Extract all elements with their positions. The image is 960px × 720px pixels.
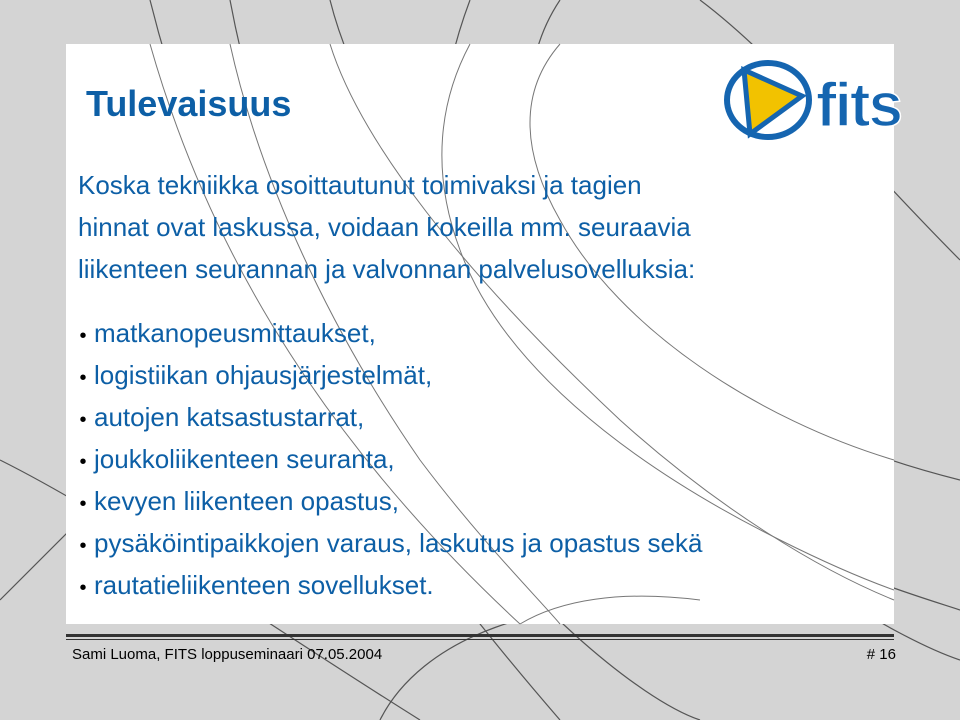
- bullet-icon: •: [79, 325, 87, 347]
- intro-line: hinnat ovat laskussa, voidaan kokeilla mm. seuraavia: [78, 212, 691, 242]
- bullet-item: [72, 440, 932, 482]
- footer-divider-thin: [66, 639, 894, 640]
- bullet-list: [72, 314, 932, 608]
- intro-line: liikenteen seurannan ja valvonnan palvelusovelluksia:: [78, 254, 696, 284]
- bullet-icon: •: [79, 535, 87, 557]
- bullet-text: logistiikan ohjausjärjestelmät,: [94, 360, 433, 390]
- bullet-item: [72, 524, 932, 566]
- bullet-icon: •: [79, 409, 87, 431]
- slide-title: Tulevaisuus: [86, 83, 292, 124]
- footer-divider: [66, 634, 894, 637]
- bullet-text: joukkoliikenteen seuranta,: [94, 444, 395, 474]
- bullet-item: [72, 482, 932, 524]
- bullet-icon: •: [79, 577, 87, 599]
- bullet-text: pysäköintipaikkojen varaus, laskutus ja opastus sekä: [94, 528, 703, 558]
- logo-text: fits: [816, 71, 901, 140]
- bullet-icon: •: [79, 493, 87, 515]
- bullet-icon: •: [79, 451, 87, 473]
- footer-author-event: Sami Luoma, FITS loppuseminaari 07.05.2004: [72, 646, 383, 663]
- intro-paragraph: [78, 164, 878, 290]
- bullet-text: autojen katsastustarrat,: [94, 402, 365, 432]
- bullet-item: [72, 398, 932, 440]
- bullet-icon: •: [79, 367, 87, 389]
- play-arrow-circle-icon: [724, 60, 812, 140]
- bullet-text: kevyen liikenteen opastus,: [94, 486, 399, 516]
- slide-number: # 16: [866, 646, 896, 663]
- bullet-text: matkanopeusmittaukset,: [94, 318, 376, 348]
- intro-line: Koska tekniikka osoittautunut toimivaksi ja tagien: [78, 170, 642, 200]
- bullet-item: [72, 356, 932, 398]
- bullet-text: rautatieliikenteen sovellukset.: [94, 570, 434, 600]
- bullet-item: [72, 566, 932, 608]
- fits-logo: [710, 48, 920, 158]
- bullet-item: [72, 314, 932, 356]
